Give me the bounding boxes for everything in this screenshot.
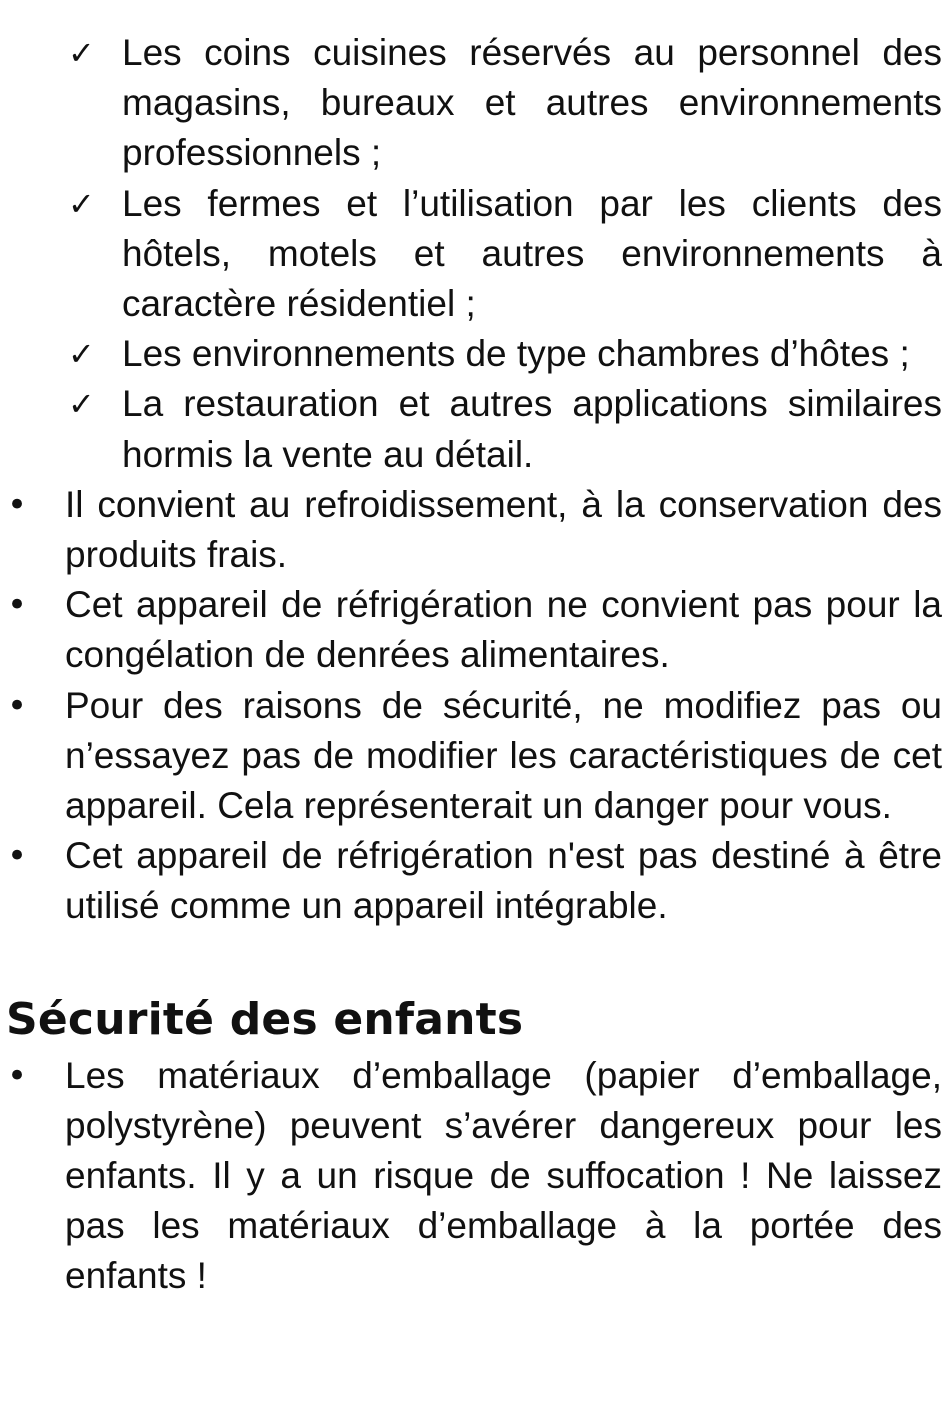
list-item: [0, 379, 942, 479]
section-heading: Sécurité des enfants: [6, 993, 524, 1045]
list-item: [0, 329, 942, 379]
bullet-icon: •: [7, 1055, 28, 1096]
child-safety-list: [0, 1051, 942, 1302]
list-item: [0, 28, 942, 179]
bullet-icon: •: [7, 585, 28, 626]
bullet-icon: •: [7, 836, 28, 877]
bullet-icon: •: [7, 685, 28, 726]
list-item-text: Cet appareil de réfrigération ne convient pas pour la congélation de denrées alimentaires.: [65, 584, 942, 676]
bullet-icon: •: [7, 484, 28, 525]
list-item: [0, 480, 942, 580]
usage-notes-list: [0, 480, 942, 932]
document-page: [0, 28, 942, 1302]
list-item: [0, 681, 942, 832]
usage-environments-list: [0, 28, 942, 480]
list-item-text: Les matériaux d’emballage (papier d’emballage, polystyrène) peuvent s’avérer dangereux pour les enfants. Il y a un risque de suffocation ! Ne laissez pas les matériaux d’emballage à la portée des enfants !: [65, 1054, 942, 1297]
list-item: [0, 831, 942, 931]
list-item-text: Les fermes et l’utilisation par les clients des hôtels, motels et autres environnements à caractère résidentiel ;: [122, 182, 942, 325]
list-item-text: Pour des raisons de sécurité, ne modifiez pas ou n’essayez pas de modifier les caractéristiques de cet appareil. Cela représenterait un danger pour vous.: [65, 684, 942, 827]
list-item-text: Il convient au refroidissement, à la conservation des produits frais.: [65, 483, 942, 576]
checkmark-icon: ✓: [68, 34, 95, 72]
list-item-text: La restauration et autres applications similaires hormis la vente au détail.: [122, 383, 942, 475]
list-item-text: Cet appareil de réfrigération n'est pas destiné à être utilisé comme un appareil intégrable.: [65, 835, 942, 927]
list-item-text: Les environnements de type chambres d’hôtes ;: [122, 333, 910, 375]
checkmark-icon: ✓: [68, 335, 95, 374]
list-item: [0, 1051, 942, 1302]
checkmark-icon: ✓: [68, 184, 95, 223]
list-item: [0, 179, 942, 330]
list-item: [0, 580, 942, 680]
checkmark-icon: ✓: [68, 385, 95, 424]
list-item-text: Les coins cuisines réservés au personnel des magasins, bureaux et autres environnements professionnels ;: [122, 32, 942, 174]
